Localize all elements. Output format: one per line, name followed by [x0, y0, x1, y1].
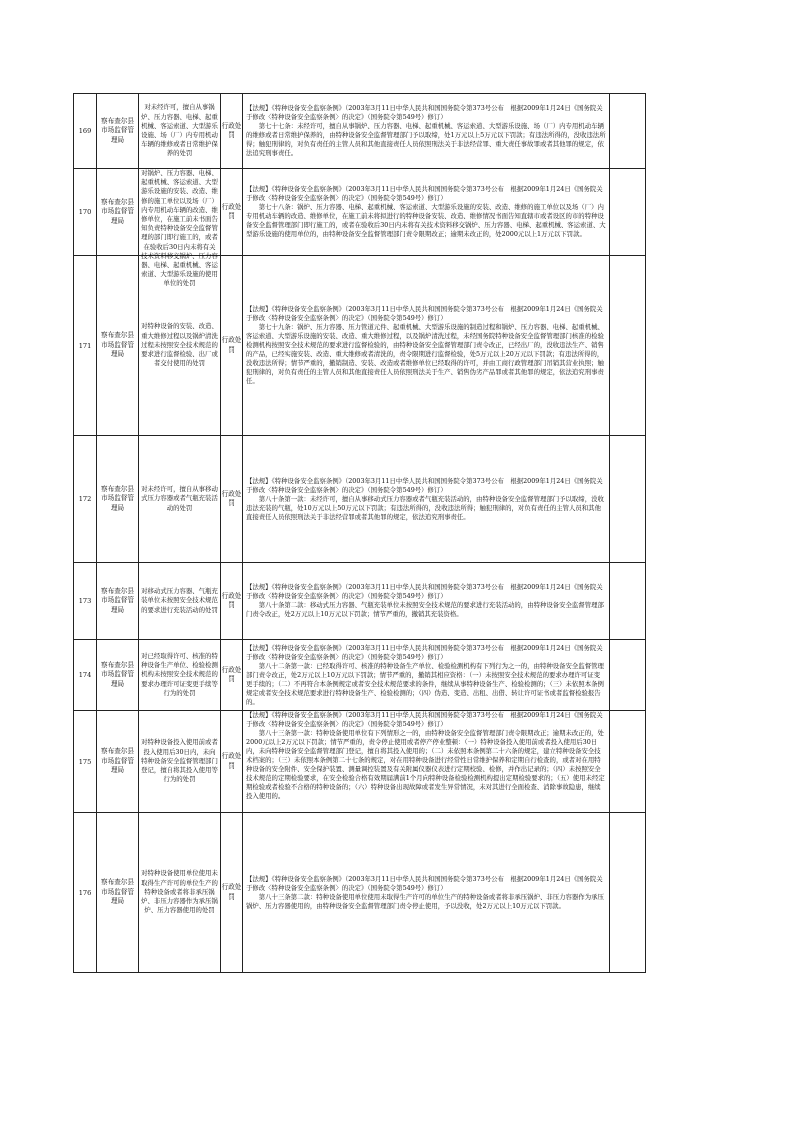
row-number: 175 [74, 711, 97, 813]
agency-cell [97, 169, 139, 256]
item-text: 对移动式压力容器、气瓶充装单位未按照安全技术规范的要求进行充装活动的处罚 [141, 587, 218, 614]
type-cell [221, 640, 243, 711]
table-row [74, 436, 646, 563]
agency-cell [97, 640, 139, 711]
basis-text: 【法规】《特种设备安全监察条例》（2003年3月11日中华人民共和国国务院令第373号公布 根据2009年1月24日《国务院关于修改〈特种设备安全监察条例〉的决定》（国务院令第549号）修订） 第八十二条第一款：已经取得许可、核准的特种设备生产单位、检验检测机构有下列行为之一的，由特种设备安全监督管理部门责令改正，处2万元以上10万元以下罚款；情节严重的，撤销其相应资格：（一）未按照安全技术规范的要求办理许可证变更手续的；（二）不再符合本条例规定或者安全技术规范要求的条件，继续从事特种设备生产、检验检测的；（三）未依照本条例规定或者安全技术规范要求进行特种设备生产、检验检测的；（四）伪造、变造、出租、出借、转让许可证书或者监督检验报告的。 [246, 643, 604, 706]
basis-cell [243, 640, 610, 711]
note-cell [610, 169, 646, 256]
type-cell [221, 256, 243, 436]
basis-cell [243, 256, 610, 436]
row-number: 172 [74, 436, 97, 563]
note-cell [610, 94, 646, 169]
note-cell [610, 711, 646, 813]
agency-text: 察布查尔县市场监督管理局 [101, 747, 134, 775]
note-cell [610, 436, 646, 563]
table-row [74, 169, 646, 256]
item-cell [139, 563, 221, 640]
item-text: 对特种设备的安装、改造、重大维修过程以及锅炉清洗过程未按照安全技术规范的要求进行监督检验、出厂或者交付使用的处罚 [141, 322, 218, 368]
basis-text: 【法规】《特种设备安全监察条例》（2003年3月11日中华人民共和国国务院令第373号公布 根据2009年1月24日《国务院关于修改〈特种设备安全监察条例〉的决定》（国务院令第549号）修订） 第八十三条第二款：特种设备使用单位使用未取得生产许可的单位生产的特种设备或者将非承压锅炉、非压力容器作为承压锅炉、压力容器使用的，由特种设备安全监督管理部门责令停止使用，予以没收，处2万元以上10万元以下罚款。 [246, 874, 604, 910]
type-cell [221, 436, 243, 563]
agency-cell [97, 813, 139, 973]
type-text: 行政处罚 [221, 336, 242, 354]
type-cell [221, 813, 243, 973]
item-text: 对未经许可，擅自从事锅炉、压力容器、电梯、起重机械、客运索道、大型游乐设施、场（厂）内专用机动车辆的维修或者日常维护保养的处罚 [141, 103, 218, 158]
agency-text: 察布查尔县市场监督管理局 [101, 660, 134, 688]
note-cell [610, 640, 646, 711]
agency-text: 察布查尔县市场监督管理局 [101, 116, 134, 144]
item-cell [139, 436, 221, 563]
note-cell [610, 813, 646, 973]
table-row [74, 94, 646, 169]
agency-text: 察布查尔县市场监督管理局 [101, 331, 134, 359]
table-row [74, 256, 646, 436]
row-number: 174 [74, 640, 97, 711]
basis-cell [243, 436, 610, 563]
item-text: 对锅炉、压力容器、电梯、起重机械、客运索道、大型游乐设施的安装、改造、维修的施工单位以及场（厂）内专用机动车辆的改造、维修单位，在施工前未书面告知负责特种设备安全监督管理的部门即行施工的，或者在验收后30日内未将有关技术资料移交锅炉、压力容器、电梯、起重机械、客运索道、大型游乐设施的使用单位的处罚 [141, 169, 218, 288]
row-number: 173 [74, 563, 97, 640]
agency-cell [97, 436, 139, 563]
item-cell [139, 169, 221, 288]
type-cell [221, 94, 243, 169]
agency-cell [97, 563, 139, 640]
basis-cell [243, 813, 610, 973]
type-cell [221, 711, 243, 813]
type-text: 行政处罚 [221, 489, 242, 507]
type-text: 行政处罚 [221, 752, 242, 770]
item-cell [139, 813, 221, 973]
agency-text: 察布查尔县市场监督管理局 [101, 878, 134, 906]
item-cell [139, 640, 221, 711]
agency-cell [97, 711, 139, 813]
basis-text: 【法规】《特种设备安全监察条例》（2003年3月11日中华人民共和国国务院令第373号公布 根据2009年1月24日《国务院关于修改〈特种设备安全监察条例〉的决定》（国务院令第549号）修订） 第八十条第一款：未经许可，擅自从事移动式压力容器或者气瓶充装活动的，由特种设备安全监督管理部门予以取缔，没收违法充装的气瓶，处10万元以上50万元以下罚款；有违法所得的，没收违法所得；触犯刑律的，对负有责任的主管人员和其他直接责任人员依照刑法关于非法经营罪或者其他罪的规定，依法追究刑事责任。 [246, 476, 604, 521]
row-number: 176 [74, 813, 97, 973]
item-text: 对特种设备投入使用前或者投入使用后30日内，未向特种设备安全监督管理部门登记，擅自将其投入使用等行为的处罚 [141, 738, 218, 784]
basis-text: 【法规】《特种设备安全监察条例》（2003年3月11日中华人民共和国国务院令第373号公布 根据2009年1月24日《国务院关于修改〈特种设备安全监察条例〉的决定》（国务院令第549号）修订） 第八十条第二款：移动式压力容器、气瓶充装单位未按照安全技术规范的要求进行充装活动的，由特种设备安全监督管理部门责令改正，处2万元以上10万元以下罚款；情节严重的，撤销其充装资格。 [246, 583, 604, 618]
type-text: 行政处罚 [221, 665, 242, 683]
basis-text: 【法规】《特种设备安全监察条例》（2003年3月11日中华人民共和国国务院令第373号公布 根据2009年1月24日《国务院关于修改〈特种设备安全监察条例〉的决定》（国务院令第549号）修订） 第八十三条第一款：特种设备使用单位有下列情形之一的，由特种设备安全监督管理部门责令限期改正；逾期未改正的，处2000元以上2万元以下罚款；情节严重的，责令停止使用或者停产停业整顿：（一）特种设备投入使用前或者投入使用后30日内，未向特种设备安全监督管理部门登记，擅自将其投入使用的；（二）未依照本条例第二十六条的规定，建立特种设备安全技术档案的；（三）未依照本条例第二十七条的规定，对在用特种设备进行经常性日常维护保养和定期自行检查的，或者对在用特种设备的安全附件、安全保护装置、测量调控装置及有关附属仪器仪表进行定期校验、检修，并作出记录的；（四）未按照安全技术规范的定期检验要求，在安全检验合格有效期届满前1个月向特种设备检验检测机构提出定期检验要求的；（五）使用未经定期检验或者检验不合格的特种设备的；（六）特种设备出现故障或者发生异常情况，未对其进行全面检查、消除事故隐患，继续投入使用的。 [246, 711, 605, 800]
item-text: 对已经取得许可、核准的特种设备生产单位、检验检测机构未按照安全技术规范的要求办理许可证变更手续等行为的处罚 [141, 651, 218, 697]
table-row [74, 813, 646, 973]
row-number: 171 [74, 256, 97, 436]
basis-text: 【法规】《特种设备安全监察条例》（2003年3月11日中华人民共和国国务院令第373号公布 根据2009年1月24日《国务院关于修改〈特种设备安全监察条例〉的决定》（国务院令第549号）修订） 第七十八条：锅炉、压力容器、电梯、起重机械、客运索道、大型游乐设施的安装、改造、维修的施工单位以及场（厂）内专用机动车辆的改造、维修单位，在施工前未将拟进行的特种设备安装、改造、维修情况书面告知直辖市或者设区的市的特种设备安全监督管理部门即行施工的，或者在验收后30日内未将有关技术资料移交锅炉、压力容器、电梯、起重机械、客运索道、大型游乐设施的使用单位的，由特种设备安全监督管理部门责令限期改正；逾期未改正的，处2000元以上1万元以下罚款。 [246, 185, 606, 238]
table-row [74, 640, 646, 711]
agency-text: 察布查尔县市场监督管理局 [101, 484, 134, 512]
agency-cell [97, 94, 139, 169]
table-row [74, 711, 646, 813]
agency-text: 察布查尔县市场监督管理局 [101, 586, 134, 614]
agency-text: 察布查尔县市场监督管理局 [101, 197, 134, 225]
type-text: 行政处罚 [221, 591, 242, 609]
note-cell [610, 563, 646, 640]
note-cell [610, 256, 646, 436]
basis-cell [243, 563, 610, 640]
penalty-items-table [73, 93, 646, 973]
item-cell [139, 711, 221, 813]
basis-text: 【法规】《特种设备安全监察条例》（2003年3月11日中华人民共和国国务院令第373号公布 根据2009年1月24日《国务院关于修改〈特种设备安全监察条例〉的决定》（国务院令第549号）修订） 第七十九条：锅炉、压力容器、压力管道元件、起重机械、大型游乐设施的制造过程和锅炉、压力容器、电梯、起重机械、客运索道、大型游乐设施的安装、改造、重大维修过程，以及锅炉清洗过程，未经国务院特种设备安全监督管理部门核准的检验检测机构按照安全技术规范的要求进行监督检验的，由特种设备安全监督管理部门责令改正，已经出厂的，没收违法生产、销售的产品，已经实施安装、改造、重大维修或者清洗的，责令限期进行监督检验，处5万元以上20万元以下罚款；有违法所得的，没收违法所得；情节严重的，撤销制造、安装、改造或者维修单位已经取得的许可，并由工商行政管理部门吊销其营业执照；触犯刑律的，对负有责任的主管人员和其他直接责任人员依照刑法关于生产、销售伪劣产品罪或者其他罪的规定，依法追究刑事责任。 [246, 305, 604, 385]
table-row [74, 563, 646, 640]
basis-cell [243, 94, 610, 169]
type-text: 行政处罚 [221, 202, 242, 220]
row-number: 170 [74, 169, 97, 256]
agency-cell [97, 256, 139, 436]
item-cell [139, 94, 221, 169]
type-text: 行政处罚 [221, 121, 242, 139]
basis-cell [243, 169, 610, 256]
type-cell [221, 563, 243, 640]
item-text: 对未经许可，擅自从事移动式压力容器或者气瓶充装活动的处罚 [141, 485, 218, 512]
type-cell [221, 169, 243, 256]
basis-cell [243, 711, 610, 813]
row-number: 169 [74, 94, 97, 169]
item-text: 对特种设备使用单位使用未取得生产许可的单位生产的特种设备或者将非承压锅炉、非压力容器作为承压锅炉、压力容器使用的处罚 [141, 869, 218, 915]
basis-text: 【法规】《特种设备安全监察条例》（2003年3月11日中华人民共和国国务院令第373号公布 根据2009年1月24日《国务院关于修改〈特种设备安全监察条例〉的决定》（国务院令第549号）修订） 第七十七条：未经许可，擅自从事锅炉、压力容器、电梯、起重机械、客运索道、大型游乐设施、场（厂）内专用机动车辆的维修或者日常维护保养的，由特种设备安全监督管理部门予以取缔，处1万元以上5万元以下罚款；有违法所得的，没收违法所得；触犯刑律的，对负有责任的主管人员和其他直接责任人员依照刑法关于非法经营罪、重大责任事故罪或者其他罪的规定，依法追究刑事责任。 [246, 104, 606, 157]
type-text: 行政处罚 [221, 883, 242, 901]
